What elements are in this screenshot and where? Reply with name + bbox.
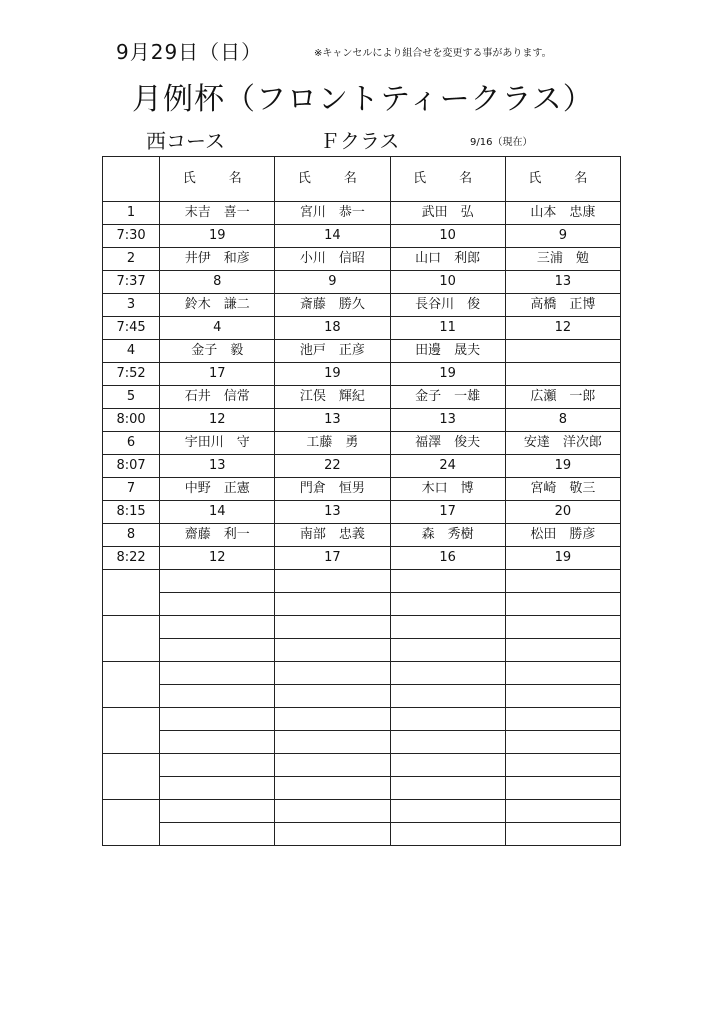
player-handicap-cell: 17 [275, 547, 390, 570]
empty-handicap-cell [275, 639, 390, 662]
header-name-cell: 氏 名 [505, 157, 620, 202]
group-number-cell: 8 [103, 524, 160, 547]
empty-name-cell [275, 616, 390, 639]
player-name-cell: 木口 博 [390, 478, 505, 501]
group-handicap-row [103, 455, 621, 478]
player-handicap-cell: 13 [390, 409, 505, 432]
empty-name-cell [390, 754, 505, 777]
header-blank-cell [103, 157, 160, 202]
group-name-row [103, 202, 621, 225]
table-header-row [103, 157, 621, 202]
player-name-cell: 山本 忠康 [505, 202, 620, 225]
empty-handicap-cell [160, 593, 275, 616]
player-name-cell: 鈴木 謙二 [160, 294, 275, 317]
player-handicap-cell: 19 [505, 547, 620, 570]
player-name-cell: 広瀬 一郎 [505, 386, 620, 409]
empty-name-cell [390, 662, 505, 685]
tee-time-cell: 7:45 [103, 317, 160, 340]
empty-handicap-cell [505, 593, 620, 616]
empty-handicap-cell [160, 777, 275, 800]
player-handicap-cell: 12 [160, 409, 275, 432]
event-date: 9月29日（日） [116, 40, 263, 64]
empty-handicap-cell [390, 823, 505, 846]
empty-name-row [103, 616, 621, 639]
header-name-cell: 氏 名 [390, 157, 505, 202]
tee-time-cell: 8:15 [103, 501, 160, 524]
empty-handicap-cell [275, 685, 390, 708]
player-handicap-cell: 16 [390, 547, 505, 570]
empty-handicap-cell [390, 731, 505, 754]
empty-handicap-cell [160, 685, 275, 708]
empty-handicap-cell [275, 593, 390, 616]
group-number-cell: 1 [103, 202, 160, 225]
player-handicap-cell: 9 [275, 271, 390, 294]
player-handicap-cell [505, 363, 620, 386]
empty-name-cell [390, 800, 505, 823]
empty-group-cell [103, 570, 160, 616]
empty-handicap-cell [160, 639, 275, 662]
group-name-row [103, 248, 621, 271]
player-handicap-cell: 12 [160, 547, 275, 570]
player-handicap-cell: 13 [275, 501, 390, 524]
empty-name-row [103, 708, 621, 731]
empty-name-cell [275, 662, 390, 685]
player-handicap-cell: 17 [390, 501, 505, 524]
player-handicap-cell: 14 [275, 225, 390, 248]
player-handicap-cell: 19 [275, 363, 390, 386]
empty-name-row [103, 662, 621, 685]
empty-handicap-cell [505, 823, 620, 846]
player-name-cell: 森 秀樹 [390, 524, 505, 547]
player-name-cell: 宮川 恭一 [275, 202, 390, 225]
empty-handicap-cell [390, 777, 505, 800]
empty-handicap-row [103, 685, 621, 708]
player-name-cell [505, 340, 620, 363]
empty-name-row [103, 754, 621, 777]
empty-name-cell [160, 570, 275, 593]
player-name-cell: 福澤 俊夫 [390, 432, 505, 455]
player-name-cell: 山口 利郎 [390, 248, 505, 271]
player-handicap-cell: 18 [275, 317, 390, 340]
empty-handicap-cell [160, 823, 275, 846]
class-name: Ｆクラス [320, 129, 400, 153]
empty-name-cell [505, 754, 620, 777]
empty-handicap-cell [505, 685, 620, 708]
header-name-cell: 氏 名 [160, 157, 275, 202]
empty-handicap-cell [390, 639, 505, 662]
empty-handicap-row [103, 593, 621, 616]
page-title: 月例杯（フロントティークラス） [132, 82, 594, 117]
empty-name-cell [160, 662, 275, 685]
empty-name-cell [505, 800, 620, 823]
empty-handicap-row [103, 777, 621, 800]
player-handicap-cell: 12 [505, 317, 620, 340]
player-name-cell: 齋藤 利一 [160, 524, 275, 547]
header-name-cell: 氏 名 [275, 157, 390, 202]
group-name-row [103, 432, 621, 455]
empty-name-cell [390, 616, 505, 639]
player-handicap-cell: 14 [160, 501, 275, 524]
empty-handicap-cell [505, 639, 620, 662]
empty-handicap-cell [275, 777, 390, 800]
group-handicap-row [103, 547, 621, 570]
empty-group-cell [103, 754, 160, 800]
group-handicap-row [103, 271, 621, 294]
player-handicap-cell: 10 [390, 271, 505, 294]
player-handicap-cell: 19 [505, 455, 620, 478]
player-name-cell: 宮崎 敬三 [505, 478, 620, 501]
empty-name-cell [275, 754, 390, 777]
cancellation-note: ※キャンセルにより組合せを変更する事があります。 [314, 48, 552, 59]
tee-time-cell: 7:37 [103, 271, 160, 294]
empty-group-cell [103, 616, 160, 662]
empty-group-cell [103, 662, 160, 708]
empty-handicap-cell [160, 731, 275, 754]
pairing-table [102, 156, 621, 846]
course-name: 西コース [146, 129, 225, 153]
group-handicap-row [103, 363, 621, 386]
player-handicap-cell: 22 [275, 455, 390, 478]
empty-handicap-row [103, 639, 621, 662]
empty-handicap-cell [505, 777, 620, 800]
empty-handicap-row [103, 823, 621, 846]
player-handicap-cell: 13 [160, 455, 275, 478]
player-name-cell: 斎藤 勝久 [275, 294, 390, 317]
player-handicap-cell: 8 [160, 271, 275, 294]
empty-handicap-row [103, 731, 621, 754]
group-number-cell: 4 [103, 340, 160, 363]
group-name-row [103, 386, 621, 409]
group-number-cell: 5 [103, 386, 160, 409]
player-handicap-cell: 4 [160, 317, 275, 340]
empty-name-cell [160, 616, 275, 639]
group-handicap-row [103, 409, 621, 432]
player-name-cell: 長谷川 俊 [390, 294, 505, 317]
empty-name-row [103, 570, 621, 593]
player-handicap-cell: 19 [390, 363, 505, 386]
player-handicap-cell: 11 [390, 317, 505, 340]
player-handicap-cell: 13 [505, 271, 620, 294]
player-name-cell: 南部 忠義 [275, 524, 390, 547]
empty-name-cell [160, 708, 275, 731]
empty-name-cell [275, 708, 390, 731]
player-name-cell: 池戸 正彦 [275, 340, 390, 363]
empty-name-cell [390, 708, 505, 731]
tee-time-cell: 7:52 [103, 363, 160, 386]
empty-name-cell [160, 754, 275, 777]
player-name-cell: 中野 正憲 [160, 478, 275, 501]
tee-time-cell: 8:00 [103, 409, 160, 432]
player-name-cell: 武田 弘 [390, 202, 505, 225]
player-name-cell: 小川 信昭 [275, 248, 390, 271]
player-handicap-cell: 24 [390, 455, 505, 478]
tee-time-cell: 7:30 [103, 225, 160, 248]
group-number-cell: 3 [103, 294, 160, 317]
player-name-cell: 宇田川 守 [160, 432, 275, 455]
player-name-cell: 田邊 晟夫 [390, 340, 505, 363]
empty-name-cell [505, 570, 620, 593]
player-handicap-cell: 13 [275, 409, 390, 432]
pairing-table-body [103, 157, 621, 846]
empty-name-cell [275, 800, 390, 823]
empty-group-cell [103, 708, 160, 754]
player-name-cell: 井伊 和彦 [160, 248, 275, 271]
player-name-cell: 高橋 正博 [505, 294, 620, 317]
empty-name-cell [505, 708, 620, 731]
empty-handicap-cell [275, 731, 390, 754]
empty-handicap-cell [505, 731, 620, 754]
player-name-cell: 三浦 勉 [505, 248, 620, 271]
player-name-cell: 安達 洋次郎 [505, 432, 620, 455]
tee-time-cell: 8:22 [103, 547, 160, 570]
empty-handicap-cell [390, 685, 505, 708]
group-handicap-row [103, 225, 621, 248]
empty-name-cell [505, 662, 620, 685]
empty-name-cell [160, 800, 275, 823]
group-handicap-row [103, 501, 621, 524]
empty-group-cell [103, 800, 160, 846]
group-number-cell: 6 [103, 432, 160, 455]
player-name-cell: 江俣 輝紀 [275, 386, 390, 409]
group-number-cell: 2 [103, 248, 160, 271]
player-name-cell: 工藤 勇 [275, 432, 390, 455]
empty-name-cell [275, 570, 390, 593]
group-name-row [103, 294, 621, 317]
as-of-date: 9/16（現在） [470, 137, 533, 148]
player-handicap-cell: 9 [505, 225, 620, 248]
empty-name-cell [390, 570, 505, 593]
player-handicap-cell: 19 [160, 225, 275, 248]
player-name-cell: 末吉 喜一 [160, 202, 275, 225]
player-name-cell: 松田 勝彦 [505, 524, 620, 547]
group-number-cell: 7 [103, 478, 160, 501]
player-name-cell: 金子 毅 [160, 340, 275, 363]
empty-handicap-cell [275, 823, 390, 846]
empty-name-row [103, 800, 621, 823]
player-handicap-cell: 17 [160, 363, 275, 386]
group-name-row [103, 340, 621, 363]
empty-handicap-cell [390, 593, 505, 616]
player-handicap-cell: 20 [505, 501, 620, 524]
player-name-cell: 金子 一雄 [390, 386, 505, 409]
group-name-row [103, 524, 621, 547]
tee-time-cell: 8:07 [103, 455, 160, 478]
group-name-row [103, 478, 621, 501]
player-name-cell: 石井 信常 [160, 386, 275, 409]
player-handicap-cell: 8 [505, 409, 620, 432]
empty-name-cell [505, 616, 620, 639]
group-handicap-row [103, 317, 621, 340]
player-name-cell: 門倉 恒男 [275, 478, 390, 501]
player-handicap-cell: 10 [390, 225, 505, 248]
